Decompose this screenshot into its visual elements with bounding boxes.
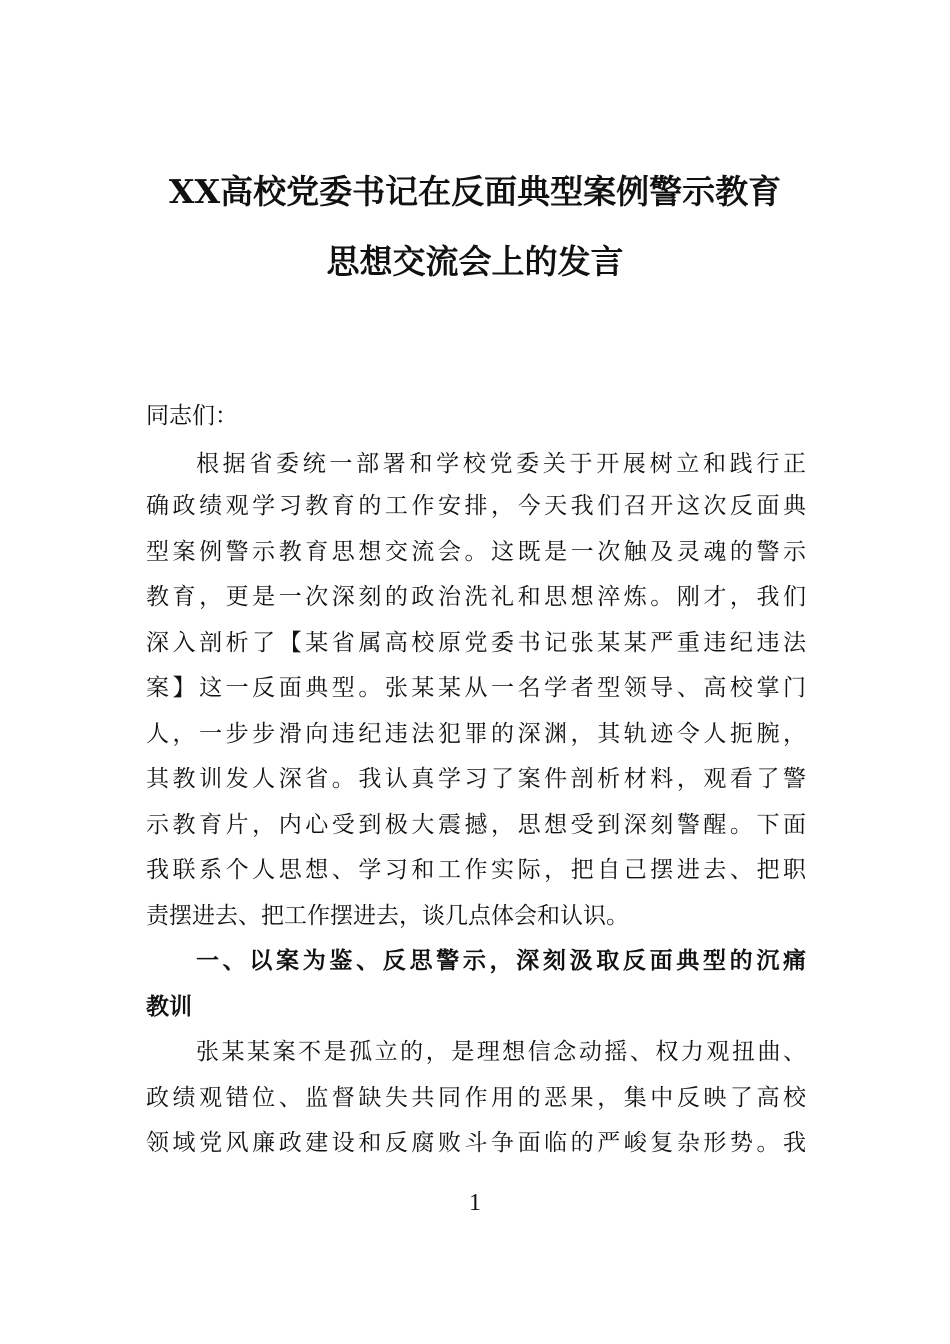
paragraph-line: 深入剖析了【某省属高校原党委书记张某某严重违纪违法	[146, 630, 806, 656]
paragraph-line: 张某某案不是孤立的，是理想信念动摇、权力观扭曲、	[196, 1039, 806, 1065]
paragraph-line: 政绩观错位、监督缺失共同作用的恶果，集中反映了高校	[146, 1085, 806, 1111]
paragraph-line: 示教育片，内心受到极大震撼，思想受到深刻警醒。下面	[146, 812, 806, 838]
page-number: 1	[469, 1190, 481, 1216]
document-title-line-2: 思想交流会上的发言	[326, 242, 624, 281]
paragraph-line: 领域党风廉政建设和反腐败斗争面临的严峻复杂形势。我	[146, 1130, 806, 1156]
section-heading-line: 教训	[146, 994, 192, 1020]
paragraph-line: 人，一步步滑向违纪违法犯罪的深渊，其轨迹令人扼腕，	[146, 721, 806, 747]
paragraph-line: 根据省委统一部署和学校党委关于开展树立和践行正	[196, 451, 806, 477]
section-heading-line: 一、以案为鉴、反思警示，深刻汲取反面典型的沉痛	[196, 948, 806, 974]
paragraph-line: 我联系个人思想、学习和工作实际，把自己摆进去、把职	[146, 857, 806, 883]
document-title-line-1: XX高校党委书记在反面典型案例警示教育	[168, 172, 782, 211]
paragraph-line: 其教训发人深省。我认真学习了案件剖析材料，观看了警	[146, 766, 806, 792]
paragraph-line: 教育，更是一次深刻的政治洗礼和思想淬炼。刚才，我们	[146, 584, 806, 610]
salutation: 同志们：	[146, 403, 238, 429]
paragraph-line: 责摆进去、把工作摆进去，谈几点体会和认识。	[146, 903, 629, 929]
paragraph-line: 型案例警示教育思想交流会。这既是一次触及灵魂的警示	[146, 539, 806, 565]
paragraph-line: 案】这一反面典型。张某某从一名学者型领导、高校掌门	[146, 675, 806, 701]
paragraph-line: 确政绩观学习教育的工作安排，今天我们召开这次反面典	[146, 493, 806, 519]
